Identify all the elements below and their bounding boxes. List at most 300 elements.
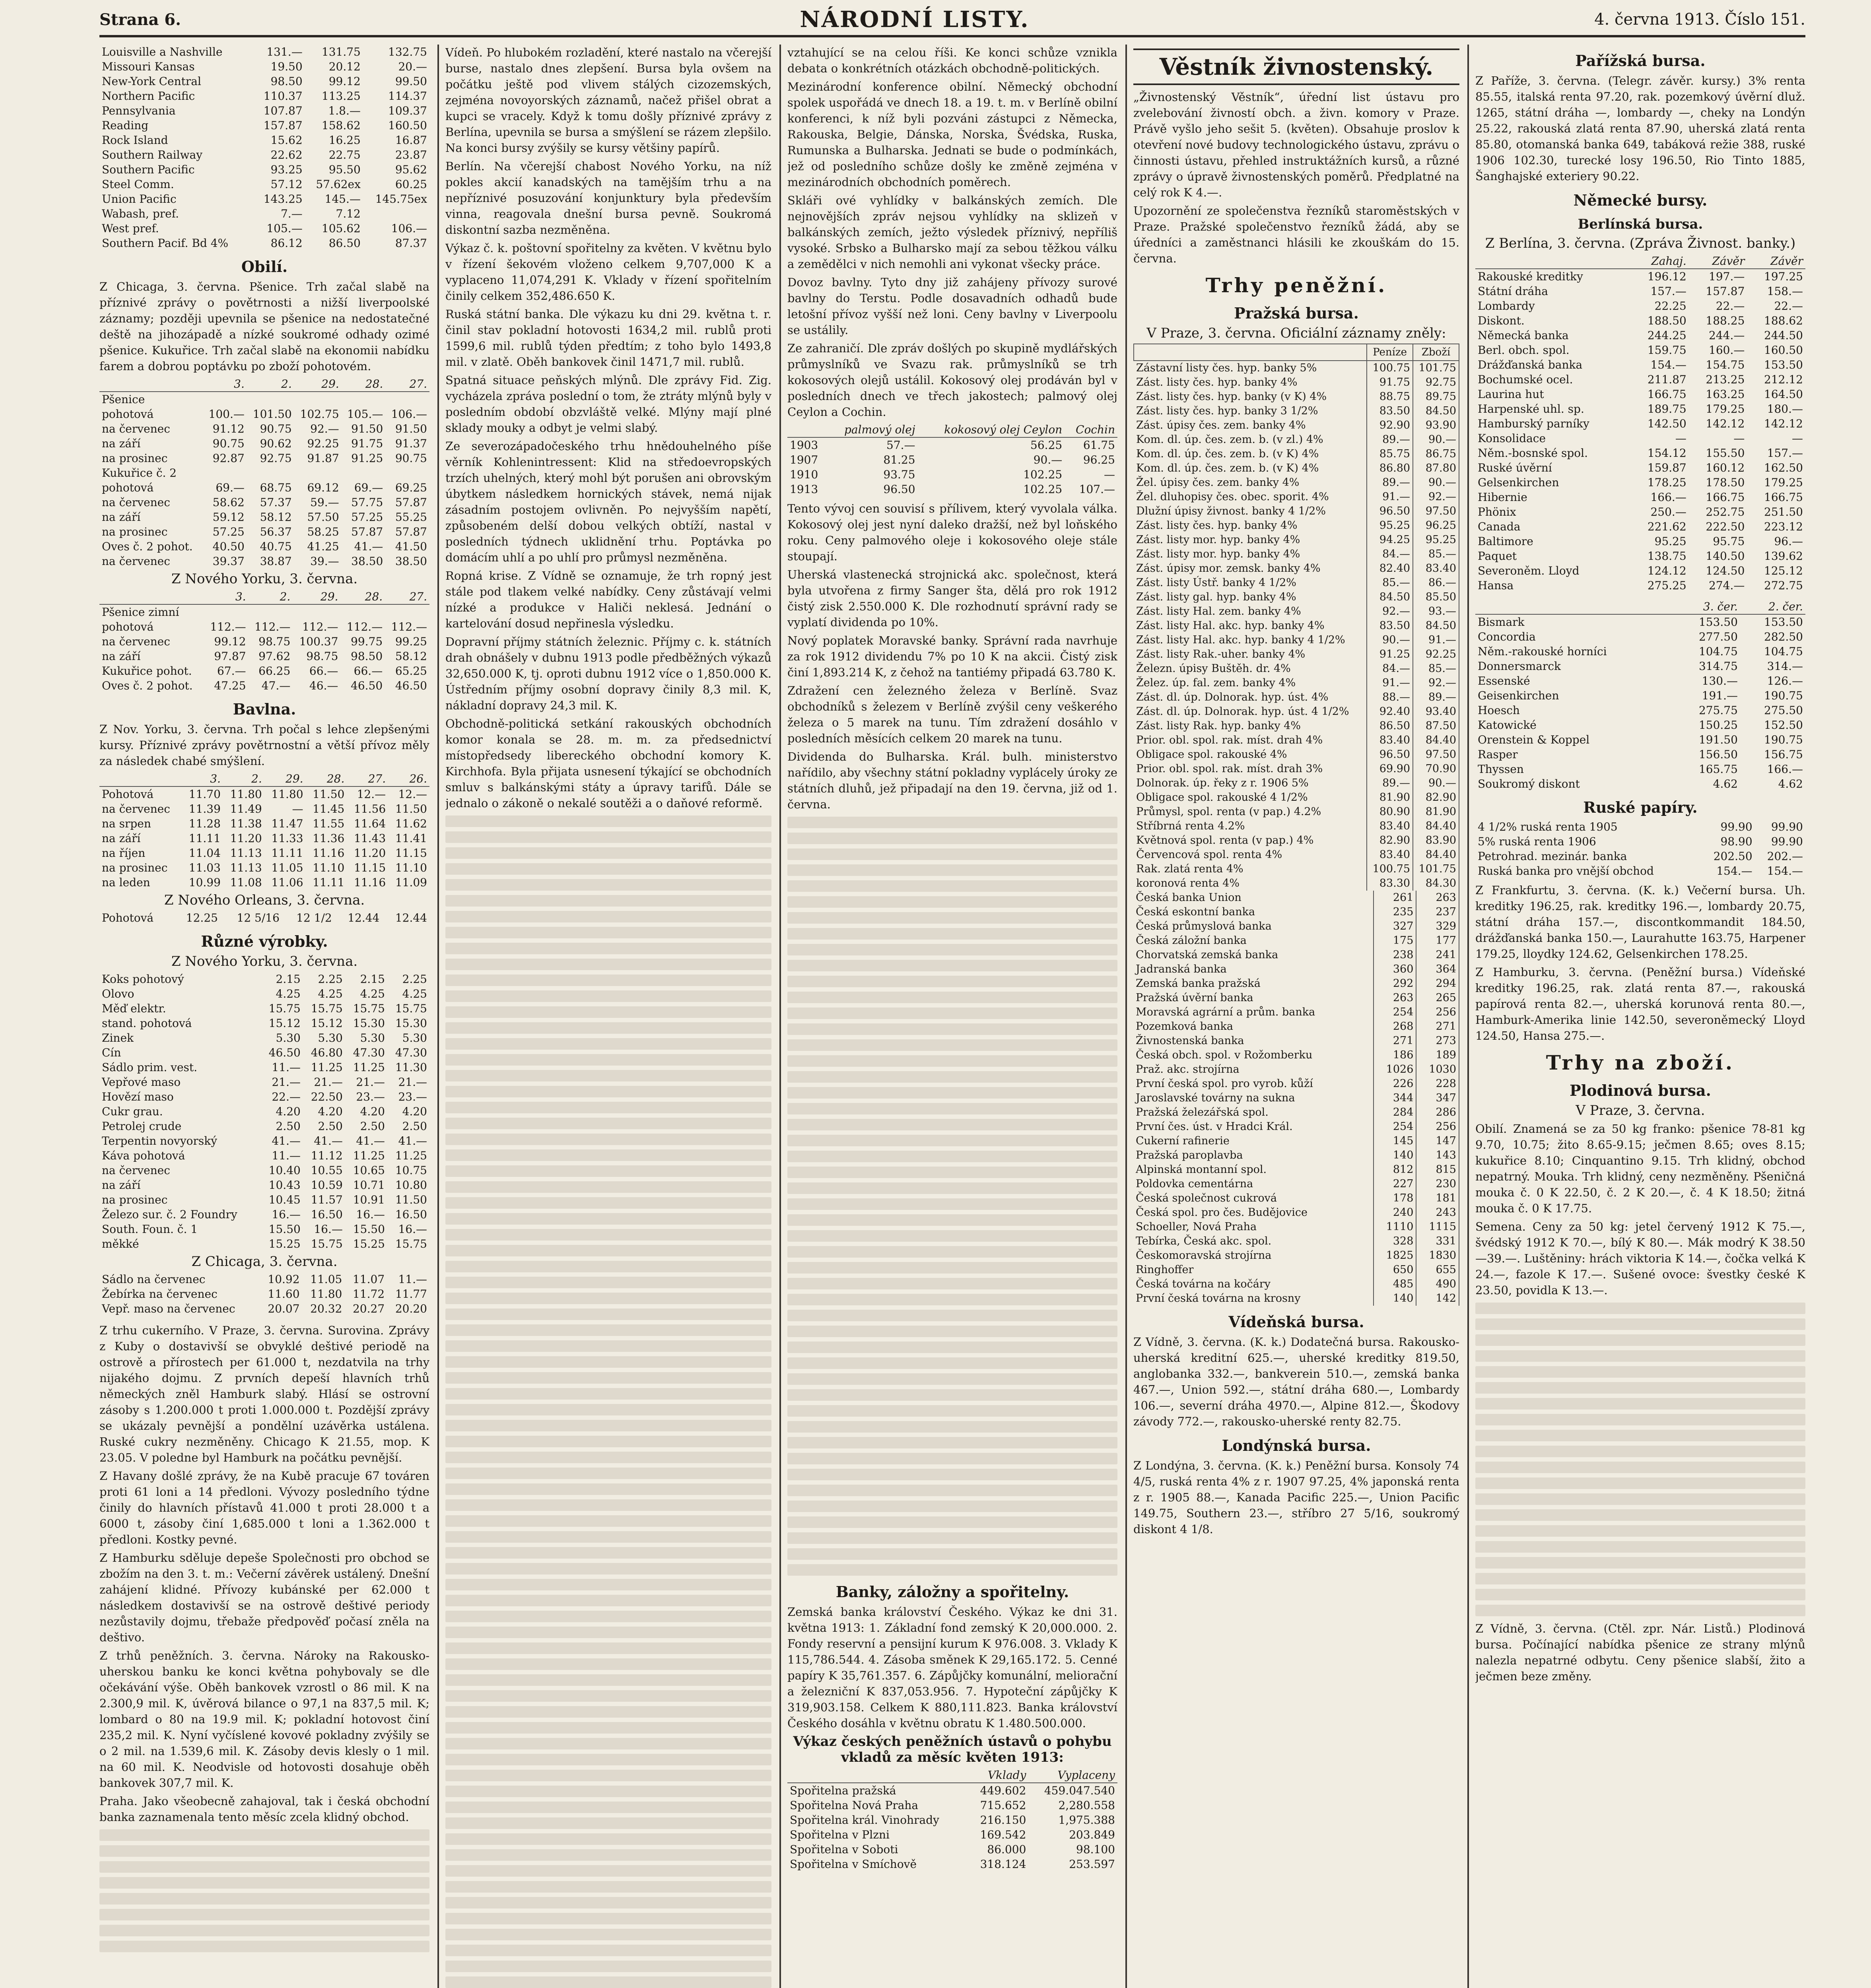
table-header-row — [787, 1768, 1117, 1783]
row-label: Zást. listy čes. hyp. banky (v K) 4% — [1134, 390, 1367, 404]
berlin-exchange-title: Berlínská bursa. — [1578, 216, 1703, 232]
bond-row — [1134, 433, 1459, 447]
cell-value: 240 — [1374, 1206, 1416, 1220]
cell-value: 46.80 — [311, 1046, 343, 1059]
cell-value: 11.25 — [395, 1149, 427, 1162]
row-label: Geisenkirchen — [1478, 689, 1559, 702]
column-header: 29. — [294, 377, 342, 392]
row-label: Měď elektr. — [102, 1002, 166, 1015]
cell-value: 91.50 — [351, 422, 383, 435]
cell-value: 10.55 — [311, 1164, 343, 1177]
cell-value: 145 — [1374, 1134, 1416, 1148]
commodity-row — [99, 1148, 429, 1163]
cell-value: 125.12 — [1764, 564, 1803, 577]
cell-value: 143 — [1416, 1148, 1459, 1163]
cell-value: 4.20 — [276, 1105, 301, 1118]
cell-value: 11.80 — [271, 788, 303, 801]
cell-value — [294, 466, 342, 480]
cell-value: 655 — [1416, 1263, 1459, 1277]
row-label: koronová renta 4% — [1134, 876, 1367, 891]
cell-value: 11.03 — [188, 861, 221, 874]
cell-value: 2.50 — [318, 1120, 343, 1133]
cell-value: 91.75 — [1367, 375, 1413, 390]
article-bulgaria: Dividenda do Bulharska. Král. bulh. ministerstvo nařídilo, aby všechny státní pokladny vyplácely úroky ze státních dluhů, jež připadají na den 19. června, již od 1. června. — [787, 750, 1117, 811]
cell-value: 157.— — [1767, 447, 1803, 460]
cell-value: 11.70 — [188, 788, 221, 801]
table-header-row — [1475, 254, 1805, 269]
column-header: 29. — [264, 771, 306, 786]
article-vienna: Vídeň. Po hlubokém rozladění, které nastalo na včerejší burse, nastalo dnes zlepšení. Bursa byla ovšem na počátku ještě pod vlivem stálých cizozemských, zejména novoyorských záznamů, načež přišel obrat a kupci se vracely. Když k tomu došly příznivé zprávy z Berlína, upevnila se bursa a smýšlení se rázem zlepšilo. Na konci bursy zvýšily se kursy většiny papírů. — [445, 46, 771, 155]
cell-value: 112.— — [254, 620, 291, 633]
row-label: na září — [102, 832, 141, 845]
grain-row — [99, 436, 429, 451]
cell-value: 459.047.540 — [1044, 1784, 1115, 1797]
row-label: Zást. listy Hal. akc. hyp. banky 4 1/2% — [1134, 633, 1367, 647]
row-label: Rasper — [1478, 748, 1518, 761]
cell-value: 145.75ex — [375, 192, 427, 206]
cell-value: 91.12 — [212, 422, 245, 435]
bond-row — [1134, 762, 1459, 776]
column-header — [99, 377, 203, 392]
frankfurt-text: Z Frankfurtu, 3. června. (K. k.) Večerní bursa. Uh. kreditky 196.25, rak. kreditky 196.—, lombardy 20.75, státní dráha 157.—, discontkommandit 184.50, drážďanská banka 150.—, Laurahutte 163.75, Harpener 179.25, lloydky 124.62, Gelsenkirchen 178.25. — [1475, 883, 1805, 961]
cell-value: 22.25 — [1654, 299, 1686, 313]
commodity-row — [99, 1178, 429, 1192]
cell-value: 98.75 — [306, 650, 338, 663]
column-header: palmový olej — [827, 422, 918, 437]
row-label: Oves č. 2 pohot. — [102, 679, 193, 692]
row-label: New-York Central — [102, 75, 201, 88]
cell-value: 156.50 — [1698, 748, 1738, 761]
stock-row — [1475, 659, 1805, 674]
prague-shares-table — [1133, 891, 1459, 1306]
berlin-mining-table — [1475, 599, 1805, 791]
cell-value: 10.45 — [268, 1193, 301, 1206]
cell-value — [342, 392, 386, 407]
column-header — [1134, 344, 1367, 361]
row-label: Česká banka Union — [1133, 891, 1374, 905]
cell-value: 237 — [1416, 905, 1459, 919]
row-label: Oves č. 2 pohot. — [102, 540, 193, 553]
vestnik-text-2: Upozornění ze společenstva řezníků staroměstských v Praze. Pražské společenstvo řezníků žádá, aby se úředníci a zaměstnanci hlásili ke zkouškám do 15. června. — [1133, 204, 1459, 265]
cell-value: 10.40 — [268, 1164, 301, 1177]
cell-value: 11.13 — [230, 846, 262, 860]
vestnik-title: Věstník živnostenský. — [1133, 49, 1459, 85]
cell-value: 244.50 — [1764, 329, 1803, 342]
bond-row — [1134, 590, 1459, 604]
article-continuation: vztahující se na celou říši. Ke konci schůze vznikla debata o konkrétních otázkách obchodně-politických. — [787, 46, 1117, 75]
cell-value: 39.— — [310, 555, 339, 568]
row-label: Káva pohotová — [102, 1149, 185, 1162]
commodity-markets-title: Trhy na zboží. — [1546, 1051, 1735, 1074]
row-label: Zást. listy čes. hyp. banky 4% — [1134, 375, 1367, 390]
russian-papers-table — [1475, 819, 1805, 878]
row-label: 1913 — [790, 483, 818, 496]
row-label: Petrohrad. mezinár. banka — [1478, 850, 1627, 863]
cell-value: 238 — [1374, 948, 1416, 962]
cell-value: 87.37 — [395, 237, 427, 250]
cell-value: 90.— — [1413, 476, 1459, 490]
cell-value: 11.80 — [310, 1287, 342, 1301]
cell-value: 145.— — [324, 192, 361, 206]
cell-value: 154.— — [1650, 358, 1686, 371]
row-label: Železn. úpisy Buštěh. dr. 4% — [1134, 662, 1367, 676]
cell-value: 197.— — [1709, 270, 1745, 283]
cell-value: 178.25 — [1647, 476, 1686, 489]
cell-value: 93.40 — [1413, 705, 1459, 719]
stock-row — [1475, 644, 1805, 659]
column-header — [1475, 599, 1675, 614]
cell-value: 10.91 — [353, 1193, 385, 1206]
cell-value — [385, 604, 429, 619]
cell-value: 23.— — [356, 1090, 385, 1103]
cell-value: 164.50 — [1764, 388, 1803, 401]
stock-row — [1475, 777, 1805, 791]
row-label: Phönix — [1478, 505, 1516, 518]
cell-value: 11.80 — [230, 788, 262, 801]
cell-value: 67.— — [217, 664, 246, 678]
table-header-row — [1475, 599, 1805, 614]
stock-row — [1475, 674, 1805, 688]
column-header: 29. — [293, 589, 340, 604]
cell-value: 97.87 — [214, 650, 246, 663]
row-label: Státní dráha — [1478, 285, 1548, 298]
cell-value: 203.849 — [1069, 1828, 1115, 1841]
stock-row — [1475, 534, 1805, 549]
cell-value: 66.— — [354, 664, 383, 678]
cell-value: 253.597 — [1069, 1858, 1115, 1871]
cell-value: 11.— — [272, 1149, 301, 1162]
cell-value: 153.50 — [1698, 615, 1738, 629]
cell-value: 91.75 — [351, 437, 383, 450]
row-label: Zást. dl. úp. Dolnorak. hyp. úst. 4% — [1134, 690, 1367, 705]
cell-value: 57.12 — [270, 178, 303, 191]
cell-value: 11.50 — [395, 1193, 427, 1206]
column-rule — [1125, 45, 1127, 1988]
cell-value: 11.08 — [230, 876, 262, 889]
cell-value: 46.50 — [395, 679, 427, 692]
cell-value: 15.30 — [353, 1017, 385, 1030]
row-label: Hansa — [1478, 579, 1514, 592]
row-label: Průmysl, spol. renta (v pap.) 4.2% — [1134, 805, 1367, 819]
cell-value: 11.25 — [353, 1061, 385, 1074]
stock-row — [99, 221, 429, 236]
row-label: Wabash, pref. — [102, 207, 179, 220]
row-label: na prosinec — [102, 1193, 168, 1206]
cell-value: 46.50 — [351, 679, 383, 692]
cell-value: 114.37 — [388, 89, 427, 103]
cell-value: 99.12 — [214, 635, 246, 648]
row-label: Jadranská banka — [1133, 962, 1374, 977]
deposit-row — [787, 1842, 1117, 1857]
row-label: Pšenice zimní — [102, 606, 179, 619]
cell-value: 256 — [1416, 1120, 1459, 1134]
cell-value: 85.75 — [1367, 447, 1413, 461]
sugar-report: Z trhu cukerního. V Praze, 3. června. Surovina. Zprávy z Kuby o dostavivší se obvyklé deštivé periodě na ostrově a přírostech per 61.000 t, nezdatvila na trhy nijakého dojmu. Z prvních depeší hlavních trhů německých zněl Hamburk slabý. Hlásí se ostrovní zásoby s 1.200.000 t proti 1.000.000 t. Pozdější zprávy se ukázaly pevnější a pondělní uzávěrka ustálena. Ruské cukry nezměněny. Chicago K 21.55, mop. K 23.05. V poledne byl Hamburk na počátku pevnější. — [99, 1324, 429, 1464]
row-label: Schoeller, Nová Praha — [1133, 1220, 1374, 1234]
cell-value: 92.75 — [260, 452, 292, 465]
cell-value: 107.— — [1079, 483, 1115, 496]
grain-row — [99, 480, 429, 495]
text-lines — [1475, 1303, 1805, 1616]
cell-value: 196.12 — [1647, 270, 1686, 283]
bond-row — [1134, 733, 1459, 747]
bond-row — [1134, 705, 1459, 719]
row-label: 5% ruská renta 1906 — [1478, 835, 1596, 848]
row-label: Žel. dluhopisy čes. obec. sporit. 4% — [1134, 490, 1367, 504]
cell-value: 11.39 — [188, 802, 221, 815]
row-label: na září — [102, 511, 141, 524]
stock-row — [99, 206, 429, 221]
deposit-row — [787, 1857, 1117, 1872]
cell-value: 83.50 — [1367, 619, 1413, 633]
stock-row — [1475, 747, 1805, 762]
column-5 — [1475, 45, 1805, 1988]
cell-value: 154.75 — [1706, 358, 1745, 371]
row-label: na červenec — [102, 496, 170, 509]
row-label: Canada — [1478, 520, 1521, 533]
stock-row — [99, 162, 429, 177]
row-label: Reading — [102, 119, 149, 132]
us-stocks-table — [99, 45, 429, 250]
cell-value: 11.30 — [395, 1061, 427, 1074]
ny-grain-table — [99, 589, 429, 693]
row-label: Dolnorak. úp. řeky z r. 1906 5% — [1134, 776, 1367, 790]
grain-row — [99, 619, 429, 634]
cell-value: 92.87 — [212, 452, 245, 465]
row-label: Koks pohotový — [102, 973, 184, 986]
cell-value: 16.50 — [395, 1208, 427, 1221]
cell-value: 58.62 — [212, 496, 245, 509]
cell-value: 7.— — [280, 207, 303, 220]
cell-value: — — [1792, 432, 1803, 445]
cell-value: 268 — [1374, 1019, 1416, 1034]
row-label: pohotová — [102, 408, 154, 421]
havana-report: Z Havany došlé zprávy, že na Kubě pracuje 67 továren proti 61 loni a 14 předloni. Vývozy posledního týdne činily do hlavních přístavů 41.000 t proti 28.000 t a 6000 t, zásoby činí 1,685.000 t loni a 1.362.000 t předloni. Kostky pevné. — [99, 1469, 429, 1546]
cell-value: 101.75 — [1413, 361, 1459, 375]
row-label: na leden — [102, 876, 150, 889]
cell-value: 275.25 — [1647, 579, 1686, 592]
column-header: Zahaj. — [1630, 254, 1689, 269]
row-label: Zemská banka pražská — [1133, 977, 1374, 991]
cell-value: 243 — [1416, 1206, 1459, 1220]
text-lines — [99, 1829, 429, 1952]
bond-row — [1134, 490, 1459, 504]
cell-value: 2.15 — [360, 973, 385, 986]
cell-value: 175 — [1374, 934, 1416, 948]
cell-value: 179.25 — [1706, 402, 1745, 415]
prague-exchange-title: Pražská bursa. — [1234, 304, 1359, 322]
orleans-subtitle: Z Nového Orleans, 3. června. — [164, 892, 365, 908]
produce-exchange-subtitle: V Praze, 3. června. — [1576, 1103, 1705, 1118]
cell-value — [342, 466, 386, 480]
cotton-row — [99, 816, 429, 831]
cell-value: 20.07 — [268, 1302, 300, 1315]
share-row — [1133, 1019, 1459, 1034]
cell-value: 815 — [1416, 1163, 1459, 1177]
cell-value: 227 — [1374, 1177, 1416, 1191]
cell-value: 96.— — [1774, 535, 1803, 548]
cell-value: 41.— — [314, 1134, 343, 1147]
row-label: Něm.-bosnské spol. — [1478, 447, 1588, 460]
row-label: Vepřové maso — [102, 1076, 181, 1089]
cell-value: 88.— — [1367, 690, 1413, 705]
cell-value: 92.75 — [1413, 375, 1459, 390]
cell-value: 81.90 — [1413, 805, 1459, 819]
page-number: Strana 6. — [99, 10, 181, 29]
cell-value: 142.12 — [1764, 417, 1803, 430]
row-label: Thyssen — [1478, 763, 1524, 776]
row-label: Spořitelna v Smíchově — [790, 1858, 917, 1871]
cell-value: 85.50 — [1413, 590, 1459, 604]
cell-value: 84.50 — [1413, 404, 1459, 418]
newspaper-title: NÁRODNÍ LISTY. — [800, 6, 1030, 33]
cell-value: 91.25 — [351, 452, 383, 465]
cell-value: 11.25 — [311, 1061, 343, 1074]
prague-report: Praha. Jako všeobecně zahajoval, tak i česká obchodní banka zaznamenala tento měsíc zcela klidný obchod. — [99, 1794, 429, 1824]
cell-value: 21.— — [356, 1076, 385, 1089]
cell-value: 65.25 — [395, 664, 427, 678]
row-label: Northern Pacific — [102, 89, 195, 103]
stock-row — [1475, 505, 1805, 519]
row-label: Laurina hut — [1478, 388, 1544, 401]
cell-value: 265 — [1416, 991, 1459, 1005]
cotton-table — [99, 771, 429, 890]
cell-value: 490 — [1416, 1277, 1459, 1291]
row-label: Diskont. — [1478, 314, 1525, 327]
cell-value: 165.75 — [1698, 763, 1738, 776]
cell-value: 11.— — [272, 1061, 301, 1074]
commodity-row — [99, 986, 429, 1001]
column-header: 2. — [223, 771, 264, 786]
cell-value: 4.62 — [1713, 777, 1738, 790]
cell-value: 139.62 — [1764, 549, 1803, 563]
row-label: Berl. obch. spol. — [1478, 344, 1570, 357]
cell-value: 112.— — [302, 620, 338, 633]
row-label: Spořitelna v Soboti — [790, 1843, 898, 1856]
cell-value: 190.75 — [1764, 689, 1803, 702]
row-label: 1903 — [790, 439, 818, 452]
cell-value: 485 — [1374, 1277, 1416, 1291]
cell-value: 22.— — [1774, 299, 1803, 313]
cell-value: 91.— — [1367, 490, 1413, 504]
commodity-row — [99, 972, 429, 986]
row-label: Něm.-rakouské horníci — [1478, 645, 1607, 658]
cell-value: 1030 — [1416, 1062, 1459, 1077]
deposit-row — [787, 1783, 1117, 1798]
cell-value: 83.40 — [1367, 819, 1413, 833]
commodity-row — [99, 1287, 429, 1301]
bond-row — [1134, 547, 1459, 561]
cell-value: 10.80 — [395, 1178, 427, 1192]
cell-value: 1026 — [1374, 1062, 1416, 1077]
bond-row — [1134, 533, 1459, 547]
table-header-row — [99, 771, 429, 786]
cell-value: 11.25 — [353, 1149, 385, 1162]
cell-value: 11.11 — [188, 832, 221, 845]
bond-row — [1134, 848, 1459, 862]
stock-row — [1475, 416, 1805, 431]
cell-value: 41.— — [356, 1134, 385, 1147]
stock-row — [1475, 563, 1805, 578]
cell-value: 113.25 — [321, 89, 361, 103]
cell-value: 15.25 — [268, 1237, 301, 1250]
cell-value: 93.90 — [1413, 418, 1459, 433]
cell-value: 318.124 — [980, 1858, 1026, 1871]
stock-row — [1475, 732, 1805, 747]
cell-value: 223.12 — [1764, 520, 1803, 533]
row-label: Praž. akc. strojírna — [1133, 1062, 1374, 1077]
cell-value: 21.— — [314, 1076, 343, 1089]
cell-value: 155.50 — [1706, 447, 1745, 460]
cell-value: 178 — [1374, 1191, 1416, 1206]
cell-value: 100.75 — [1367, 862, 1413, 876]
produce-exchange-title: Plodinová bursa. — [1570, 1081, 1711, 1099]
cell-value — [204, 604, 249, 619]
cell-value: 1830 — [1416, 1248, 1459, 1263]
cell-value — [203, 392, 247, 407]
row-label: Katowické — [1478, 718, 1537, 732]
cell-value: 81.90 — [1367, 790, 1413, 805]
price-row — [787, 437, 1117, 452]
bond-row — [1134, 819, 1459, 833]
cell-value: 12.— — [398, 788, 427, 801]
cell-value: 166.— — [1650, 491, 1686, 504]
stock-row — [99, 45, 429, 59]
cell-value: 91.— — [1413, 633, 1459, 647]
cell-value: 12 5/16 — [237, 911, 280, 924]
cell-value: 104.75 — [1698, 645, 1738, 658]
cell-value: 89.— — [1367, 476, 1413, 490]
cell-value — [293, 604, 340, 619]
row-label: Baltimore — [1478, 535, 1533, 548]
column-header: Vklady — [969, 1768, 1028, 1783]
row-label: Pozemková banka — [1133, 1019, 1374, 1034]
cell-value: 277.50 — [1698, 630, 1738, 643]
grain-row — [99, 451, 429, 466]
row-label: Zást. listy Rak. hyp. banky 4% — [1134, 719, 1367, 733]
cell-value: 99.12 — [328, 75, 361, 88]
cell-value: 15.75 — [268, 1002, 301, 1015]
deposit-row — [787, 1798, 1117, 1813]
header-rule — [99, 35, 1805, 37]
cell-value: 124.12 — [1647, 564, 1686, 577]
cell-value: 160.— — [1709, 344, 1745, 357]
row-label: Zást. listy Hal. zem. banky 4% — [1134, 604, 1367, 619]
row-label: na červenec — [102, 802, 170, 815]
cell-value: 58.12 — [395, 650, 427, 663]
cell-value: 90.75 — [260, 422, 292, 435]
cell-value: 84.40 — [1413, 819, 1459, 833]
cell-value: 252.75 — [1706, 505, 1745, 518]
cell-value: 61.75 — [1083, 439, 1115, 452]
cell-value: 20.20 — [395, 1302, 427, 1315]
cell-value: 11.49 — [230, 802, 262, 815]
bond-row — [1134, 633, 1459, 647]
article-railways: Dopravní příjmy státních železnic. Příjmy c. k. státních drah obnášely v dubnu 1913 podle předběžných výkazů 32,650.000 K, tj. oproti dubnu 1912 více o 1,850.000 K. Ústředním příjmy osobní dopravy činily 8,3 mil. K, nákladní dopravy 24,3 mil. K. — [445, 635, 771, 712]
stock-row — [99, 148, 429, 162]
share-row — [1133, 991, 1459, 1005]
row-label: 1910 — [790, 468, 818, 481]
row-label: Pražská železářská spol. — [1133, 1105, 1374, 1120]
cell-value: 11.15 — [395, 846, 427, 860]
article-russian-bank: Ruská státní banka. Dle výkazu ku dni 29. května t. r. činil stav pokladní hotovosti 1634,2 mil. rublů proti 1599,6 mil. rublů týden předtím; z toho bylo 1493,8 mil. v zlatě. Oběh bankovek činil 1471,7 mil. rublů. — [445, 307, 771, 369]
row-label: Spořitelna v Plzni — [790, 1828, 890, 1841]
stock-row — [1475, 299, 1805, 313]
row-label: První čes. úst. v Hradci Král. — [1133, 1120, 1374, 1134]
cell-value: 4.25 — [402, 987, 427, 1000]
grain-row — [99, 604, 429, 619]
column-header — [99, 771, 182, 786]
